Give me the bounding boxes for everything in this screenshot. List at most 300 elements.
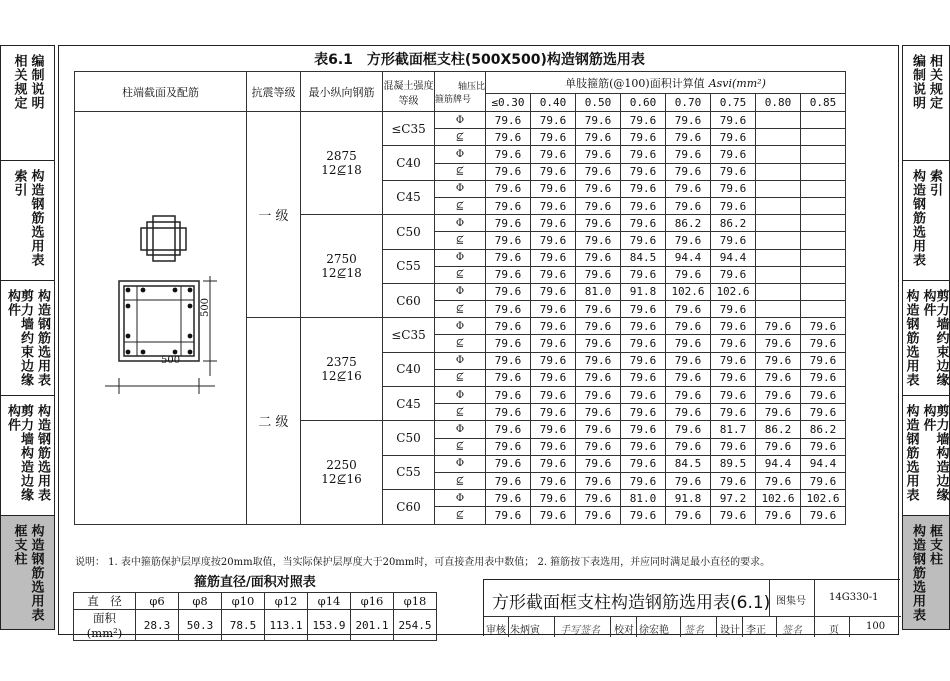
- value-cell: 79.6: [711, 404, 756, 421]
- value-cell: 79.6: [486, 369, 531, 386]
- value-cell: 79.6: [756, 404, 801, 421]
- value-cell: [801, 146, 846, 163]
- value-cell: 79.6: [531, 369, 576, 386]
- stirrup-grade-cell: ⊈: [435, 129, 486, 146]
- concrete-cell: ≤C35: [383, 112, 435, 146]
- value-cell: 79.6: [756, 318, 801, 335]
- diameter-cell: φ16: [351, 593, 394, 610]
- concrete-cell: C40: [383, 146, 435, 180]
- designer-name: 李正: [746, 625, 766, 636]
- value-cell: 79.6: [711, 146, 756, 163]
- ratio-cell: 0.40: [531, 94, 576, 112]
- area-cell: 113.1: [265, 610, 308, 641]
- header-section: 柱端截面及配筋: [75, 72, 247, 112]
- value-cell: 79.6: [711, 163, 756, 180]
- value-cell: 79.6: [711, 232, 756, 249]
- rebar-area: 2375: [326, 355, 357, 370]
- concrete-cell: C50: [383, 215, 435, 249]
- value-cell: 79.6: [621, 318, 666, 335]
- value-cell: [756, 163, 801, 180]
- drawing-sheet: [58, 45, 899, 640]
- side-tab[interactable]: [1, 396, 54, 516]
- value-cell: 79.6: [486, 232, 531, 249]
- value-cell: 79.6: [531, 490, 576, 507]
- stirrup-grade-cell: ⊈: [435, 232, 486, 249]
- value-cell: 79.6: [531, 438, 576, 455]
- concrete-cell: C45: [383, 387, 435, 421]
- concrete-cell: C60: [383, 490, 435, 524]
- value-cell: 79.6: [576, 197, 621, 214]
- value-cell: 84.5: [621, 249, 666, 266]
- side-tab-label: 构造钢筋选用表: [35, 404, 50, 502]
- stirrup-grade-cell: ⊈: [435, 369, 486, 386]
- value-cell: 79.6: [666, 335, 711, 352]
- atlas-number: 14G330-1: [829, 592, 879, 603]
- value-cell: 79.6: [621, 507, 666, 524]
- value-cell: 79.6: [666, 387, 711, 404]
- rebar-spec: 12⊈18: [321, 266, 362, 281]
- note-text: 说明： 1. 表中箍筋保护层厚度按20mm取值，当实际保护层厚度大于20mm时，可直接查用表中数值； 2. 箍筋按下表选用，并应同时满足最小直径的要求。: [75, 557, 771, 568]
- stirrup-grade-cell: Φ: [435, 387, 486, 404]
- value-cell: [756, 129, 801, 146]
- value-cell: 79.6: [531, 129, 576, 146]
- side-tab[interactable]: [903, 46, 949, 161]
- value-cell: 79.6: [531, 387, 576, 404]
- value-cell: 79.6: [531, 301, 576, 318]
- stirrup-grade-cell: Φ: [435, 421, 486, 438]
- side-tab[interactable]: [1, 281, 54, 396]
- value-cell: 79.6: [711, 369, 756, 386]
- value-cell: 79.6: [531, 197, 576, 214]
- value-cell: 79.6: [711, 197, 756, 214]
- left-nav: [0, 45, 55, 630]
- side-tab-label: 构造钢筋选用表: [28, 524, 44, 622]
- value-cell: 79.6: [711, 387, 756, 404]
- side-tab-label: 框支柱: [11, 524, 27, 566]
- value-cell: 79.6: [486, 387, 531, 404]
- side-tab-label: 剪力墙约束边缘构件: [920, 289, 949, 387]
- value-cell: 79.6: [711, 438, 756, 455]
- value-cell: 79.6: [666, 404, 711, 421]
- value-cell: [756, 301, 801, 318]
- stirrup-grade-cell: ⊈: [435, 301, 486, 318]
- value-cell: 79.6: [621, 438, 666, 455]
- ratio-cell: 0.60: [621, 94, 666, 112]
- value-cell: 79.6: [756, 387, 801, 404]
- value-cell: 79.6: [666, 232, 711, 249]
- value-cell: 79.6: [756, 369, 801, 386]
- axial-label: 轴压比: [457, 81, 485, 92]
- value-cell: 79.6: [666, 266, 711, 283]
- value-cell: 79.6: [531, 455, 576, 472]
- value-cell: 79.6: [666, 369, 711, 386]
- checker-name: 徐宏艳: [639, 625, 669, 636]
- value-cell: 79.6: [666, 197, 711, 214]
- value-cell: 79.6: [666, 438, 711, 455]
- header-area: [486, 72, 846, 94]
- value-cell: 79.6: [576, 318, 621, 335]
- value-cell: 79.6: [621, 146, 666, 163]
- value-cell: 79.6: [801, 369, 846, 386]
- stirrup-grade-cell: ⊈: [435, 335, 486, 352]
- dimension-lines: [105, 276, 217, 394]
- header-axial: [435, 72, 486, 112]
- page-label: 页: [829, 625, 839, 636]
- value-cell: 79.6: [486, 421, 531, 438]
- value-cell: [756, 180, 801, 197]
- value-cell: 79.6: [576, 335, 621, 352]
- area-label: 面积(mm²): [74, 610, 136, 641]
- value-cell: [756, 215, 801, 232]
- side-tab-label: 编制说明: [28, 54, 44, 110]
- value-cell: 79.6: [711, 472, 756, 489]
- value-cell: 79.6: [801, 352, 846, 369]
- stirrup-grade-cell: Φ: [435, 112, 486, 129]
- value-cell: 102.6: [711, 283, 756, 300]
- header-concrete: 混凝土强度等级: [383, 72, 435, 112]
- value-cell: 79.6: [576, 180, 621, 197]
- dim-width: 500: [161, 355, 181, 366]
- right-nav: [902, 45, 950, 630]
- value-cell: 79.6: [486, 318, 531, 335]
- value-cell: 79.6: [801, 387, 846, 404]
- value-cell: 79.6: [576, 352, 621, 369]
- area-cell: 28.3: [136, 610, 179, 641]
- value-cell: 79.6: [576, 215, 621, 232]
- design-label: 设计: [720, 625, 740, 636]
- value-cell: 86.2: [756, 421, 801, 438]
- value-cell: 86.2: [711, 215, 756, 232]
- side-tab[interactable]: [903, 396, 949, 516]
- value-cell: [756, 112, 801, 129]
- value-cell: 79.6: [531, 249, 576, 266]
- stirrup-grade-cell: Φ: [435, 146, 486, 163]
- value-cell: 79.6: [486, 455, 531, 472]
- rebar-cell: [301, 421, 383, 524]
- value-cell: 79.6: [486, 490, 531, 507]
- stirrup-grade-cell: Φ: [435, 455, 486, 472]
- side-tab[interactable]: [903, 161, 949, 281]
- area-title: 单肢箍筋(@100)面积计算值: [565, 76, 705, 90]
- value-cell: 79.6: [486, 215, 531, 232]
- check-label: 校对: [614, 625, 634, 636]
- ratio-cell: 0.50: [576, 94, 621, 112]
- area-cell: 201.1: [351, 610, 394, 641]
- stirrup-grade-cell: ⊈: [435, 404, 486, 421]
- concrete-cell: C40: [383, 352, 435, 386]
- value-cell: 94.4: [666, 249, 711, 266]
- value-cell: 81.0: [576, 283, 621, 300]
- side-tab-label: 构造钢筋选用表: [28, 169, 44, 267]
- side-tab-label: 剪力墙构造边缘构件: [920, 404, 949, 502]
- title-block: [483, 579, 900, 636]
- side-tab[interactable]: [903, 516, 949, 629]
- page-title: 表6.1 方形截面框支柱(500X500)构造钢筋选用表: [314, 52, 645, 68]
- ratio-cell: 0.70: [666, 94, 711, 112]
- value-cell: 79.6: [531, 283, 576, 300]
- value-cell: [801, 180, 846, 197]
- diameter-area-table: [73, 592, 437, 641]
- value-cell: 79.6: [711, 112, 756, 129]
- value-cell: 94.4: [801, 455, 846, 472]
- title-block-main: 方形截面框支柱构造钢筋选用表(6.1): [492, 593, 771, 613]
- rebar-cell: [301, 318, 383, 421]
- value-cell: 79.6: [756, 472, 801, 489]
- diameter-cell: φ6: [136, 593, 179, 610]
- side-tab-label: 相关规定: [927, 54, 942, 110]
- value-cell: 79.6: [711, 507, 756, 524]
- value-cell: 79.6: [531, 421, 576, 438]
- concrete-cell: C50: [383, 421, 435, 455]
- value-cell: 79.6: [621, 387, 666, 404]
- value-cell: 79.6: [486, 404, 531, 421]
- value-cell: [801, 266, 846, 283]
- value-cell: [801, 197, 846, 214]
- value-cell: 79.6: [486, 266, 531, 283]
- value-cell: 79.6: [531, 318, 576, 335]
- value-cell: 79.6: [531, 180, 576, 197]
- value-cell: 79.6: [666, 421, 711, 438]
- ratio-cell: ≤0.30: [486, 94, 531, 112]
- value-cell: 79.6: [801, 404, 846, 421]
- area-cell: 153.9: [308, 610, 351, 641]
- value-cell: 79.6: [486, 146, 531, 163]
- value-cell: 79.6: [486, 335, 531, 352]
- value-cell: 79.6: [666, 318, 711, 335]
- value-cell: [801, 112, 846, 129]
- stirrup-grade-cell: Φ: [435, 249, 486, 266]
- side-tab-label: 相关规定: [11, 54, 27, 110]
- ratio-cell: 0.85: [801, 94, 846, 112]
- rebar-dots: [126, 288, 193, 355]
- side-tab[interactable]: [1, 516, 54, 629]
- value-cell: 79.6: [711, 335, 756, 352]
- value-cell: 79.6: [576, 438, 621, 455]
- value-cell: 79.6: [531, 335, 576, 352]
- rebar-spec: 12⊈16: [321, 369, 362, 384]
- value-cell: 79.6: [531, 472, 576, 489]
- rebar-area: 2250: [326, 458, 357, 473]
- value-cell: 79.6: [486, 249, 531, 266]
- rebar-cell: [301, 112, 383, 215]
- value-cell: 79.6: [756, 335, 801, 352]
- value-cell: 79.6: [486, 197, 531, 214]
- value-cell: 79.6: [486, 129, 531, 146]
- ratio-cell: 0.80: [756, 94, 801, 112]
- value-cell: 91.8: [621, 283, 666, 300]
- value-cell: 79.6: [576, 249, 621, 266]
- value-cell: 79.6: [621, 335, 666, 352]
- value-cell: [801, 232, 846, 249]
- area-cell: 254.5: [394, 610, 437, 641]
- concrete-cell: C45: [383, 180, 435, 214]
- checker-signature: 签名: [684, 625, 704, 636]
- side-tab[interactable]: [1, 46, 54, 161]
- header-row: [75, 72, 846, 94]
- side-tab-label: 编制说明: [910, 54, 925, 110]
- value-cell: 94.4: [756, 455, 801, 472]
- value-cell: 79.6: [576, 455, 621, 472]
- column-section-drawing: [75, 116, 245, 406]
- value-cell: 79.6: [711, 129, 756, 146]
- value-cell: 79.6: [711, 352, 756, 369]
- value-cell: 79.6: [576, 112, 621, 129]
- value-cell: 102.6: [756, 490, 801, 507]
- value-cell: 94.4: [711, 249, 756, 266]
- side-tab-label: 剪力墙构造边缘构件: [5, 404, 33, 502]
- value-cell: 79.6: [531, 163, 576, 180]
- value-cell: 79.6: [621, 266, 666, 283]
- header-rebar: 最小纵向钢筋: [301, 72, 383, 112]
- stirrup-schematic: [141, 216, 186, 261]
- diameter-cell: φ10: [222, 593, 265, 610]
- value-cell: 79.6: [621, 112, 666, 129]
- stirrup-grade-cell: Φ: [435, 215, 486, 232]
- value-cell: 79.6: [531, 215, 576, 232]
- value-cell: 79.6: [621, 472, 666, 489]
- rebar-spec: 12⊈18: [321, 163, 362, 178]
- side-tab-label: 剪力墙约束边缘构件: [5, 289, 33, 387]
- value-cell: 79.6: [621, 352, 666, 369]
- area-cell: 78.5: [222, 610, 265, 641]
- stirrup-grade-cell: ⊈: [435, 507, 486, 524]
- value-cell: 79.6: [576, 301, 621, 318]
- value-cell: 79.6: [711, 318, 756, 335]
- grade-cell: 一 级: [247, 112, 301, 318]
- value-cell: 79.6: [621, 180, 666, 197]
- side-tab-label: 构造钢筋选用表: [903, 404, 919, 502]
- value-cell: 102.6: [801, 490, 846, 507]
- value-cell: [801, 163, 846, 180]
- rebar-area: 2750: [326, 252, 357, 267]
- side-tab-label: 构造钢筋选用表: [35, 289, 50, 387]
- value-cell: 79.6: [621, 197, 666, 214]
- value-cell: 79.6: [486, 472, 531, 489]
- value-cell: 79.6: [486, 180, 531, 197]
- value-cell: 97.2: [711, 490, 756, 507]
- value-cell: 86.2: [801, 421, 846, 438]
- value-cell: 79.6: [666, 112, 711, 129]
- value-cell: 79.6: [801, 335, 846, 352]
- grade-cell: 二 级: [247, 318, 301, 524]
- value-cell: [756, 146, 801, 163]
- value-cell: 79.6: [621, 404, 666, 421]
- side-tab[interactable]: [1, 161, 54, 281]
- value-cell: 79.6: [531, 146, 576, 163]
- value-cell: 79.6: [576, 507, 621, 524]
- value-cell: 79.6: [576, 146, 621, 163]
- side-tab-label: 构造钢筋选用表: [910, 169, 925, 267]
- value-cell: 79.6: [531, 352, 576, 369]
- diameter-cell: φ12: [265, 593, 308, 610]
- stirrup-grade-cell: ⊈: [435, 472, 486, 489]
- value-cell: 79.6: [621, 163, 666, 180]
- value-cell: 79.6: [531, 507, 576, 524]
- value-cell: 79.6: [621, 301, 666, 318]
- value-cell: 79.6: [576, 266, 621, 283]
- reviewer-signature: 手写签名: [560, 625, 600, 636]
- value-cell: 79.6: [711, 266, 756, 283]
- value-cell: 79.6: [666, 472, 711, 489]
- value-cell: 79.6: [711, 180, 756, 197]
- side-tab[interactable]: [903, 281, 949, 396]
- stirrup-grade-cell: ⊈: [435, 266, 486, 283]
- value-cell: 79.6: [666, 507, 711, 524]
- value-cell: 102.6: [666, 283, 711, 300]
- value-cell: [801, 249, 846, 266]
- concrete-cell: ≤C35: [383, 318, 435, 352]
- stirrup-grade-label: 箍筋牌号: [435, 94, 472, 105]
- concrete-cell: C55: [383, 249, 435, 283]
- value-cell: 89.5: [711, 455, 756, 472]
- stirrup-grade-cell: Φ: [435, 180, 486, 197]
- value-cell: [801, 129, 846, 146]
- value-cell: 79.6: [576, 421, 621, 438]
- value-cell: 79.6: [531, 112, 576, 129]
- review-label: 审核: [486, 625, 506, 636]
- rebar-spec: 12⊈16: [321, 472, 362, 487]
- value-cell: 79.6: [801, 318, 846, 335]
- value-cell: 79.6: [486, 352, 531, 369]
- value-cell: 84.5: [666, 455, 711, 472]
- concrete-cell: C55: [383, 455, 435, 489]
- concrete-cell: C60: [383, 283, 435, 317]
- value-cell: 79.6: [486, 163, 531, 180]
- value-cell: 79.6: [801, 472, 846, 489]
- section-square: [119, 281, 199, 361]
- value-cell: 79.6: [576, 472, 621, 489]
- stirrup-grade-cell: ⊈: [435, 163, 486, 180]
- value-cell: [801, 283, 846, 300]
- side-tab-label: 索引: [927, 169, 942, 197]
- value-cell: 79.6: [486, 283, 531, 300]
- value-cell: 79.6: [576, 232, 621, 249]
- value-cell: 79.6: [486, 507, 531, 524]
- value-cell: 79.6: [621, 421, 666, 438]
- value-cell: 91.8: [666, 490, 711, 507]
- stirrup-grade-cell: Φ: [435, 318, 486, 335]
- value-cell: 79.6: [666, 163, 711, 180]
- designer-signature: 签名: [782, 625, 802, 636]
- value-cell: 79.6: [576, 490, 621, 507]
- side-tab-label: 构造钢筋选用表: [903, 289, 919, 387]
- value-cell: 79.6: [576, 404, 621, 421]
- side-tab-label: 索引: [11, 169, 27, 197]
- dim-height: 500: [200, 297, 212, 318]
- side-tab-label: 框支柱: [927, 524, 942, 566]
- value-cell: 79.6: [756, 507, 801, 524]
- value-cell: 79.6: [711, 301, 756, 318]
- value-cell: 79.6: [576, 129, 621, 146]
- stirrup-grade-cell: Φ: [435, 352, 486, 369]
- value-cell: 79.6: [486, 112, 531, 129]
- value-cell: 79.6: [531, 266, 576, 283]
- value-cell: 79.6: [666, 129, 711, 146]
- value-cell: 79.6: [621, 129, 666, 146]
- value-cell: 79.6: [666, 180, 711, 197]
- value-cell: 79.6: [531, 232, 576, 249]
- rebar-cell: [301, 215, 383, 318]
- value-cell: [756, 232, 801, 249]
- value-cell: [801, 301, 846, 318]
- value-cell: 79.6: [621, 215, 666, 232]
- value-cell: 86.2: [666, 215, 711, 232]
- value-cell: 79.6: [621, 369, 666, 386]
- area-symbol: Asvi(mm²): [708, 76, 766, 90]
- value-cell: 81.0: [621, 490, 666, 507]
- value-cell: [756, 266, 801, 283]
- value-cell: 81.7: [711, 421, 756, 438]
